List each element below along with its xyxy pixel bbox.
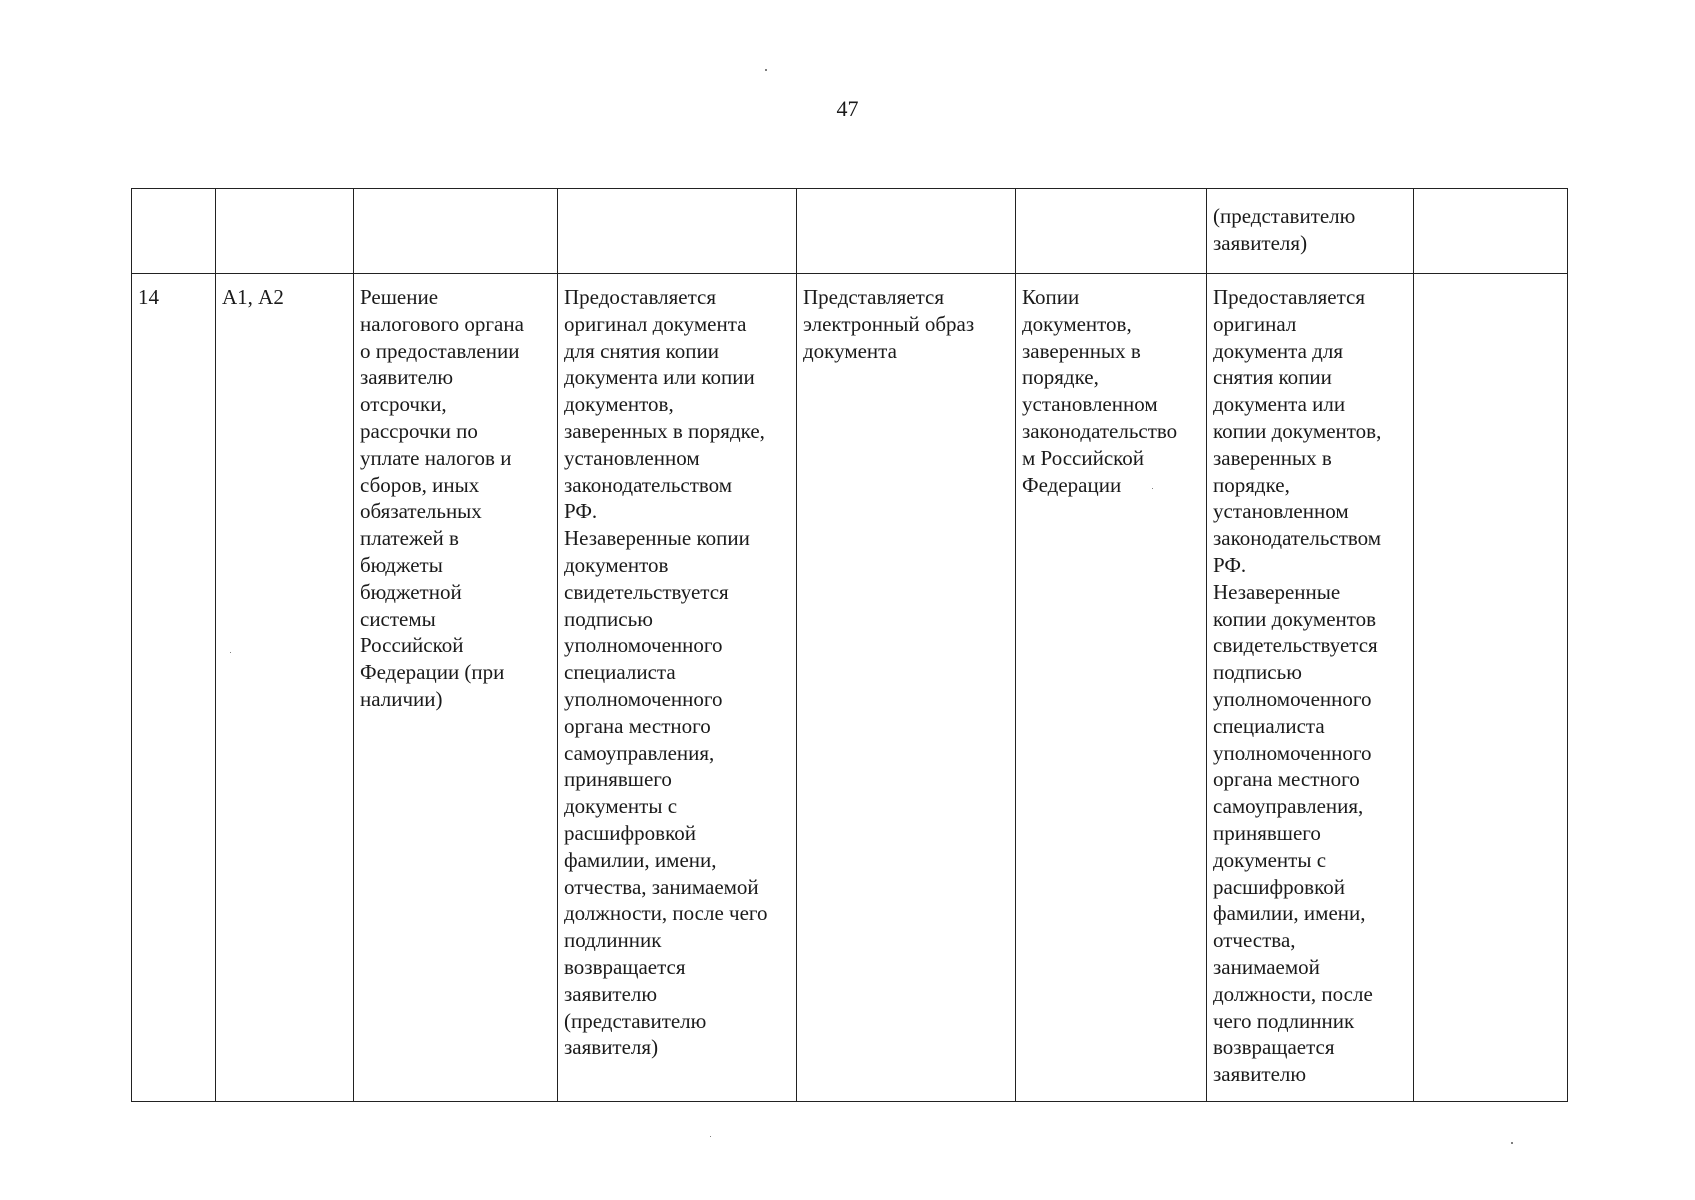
table-cell — [132, 189, 216, 274]
page-number: 47 — [836, 96, 859, 121]
table-cell — [1414, 274, 1568, 1102]
row-number-cell: 14 — [132, 274, 216, 1102]
table-cell — [558, 189, 797, 274]
electronic-submission-cell: Представляется электронный образ документа — [797, 274, 1016, 1102]
paper-submission-cell: Предоставляется оригинал документа для снятия копии документа или копии документов, заверенных в порядке, установленном законодательством РФ. Незаверенные копии документов свидетельствуется подписью уполномоченного специалиста уполномоченного органа местного самоуправления, принявшего документы с расшифровкой фамилии, имени, отчества, занимаемой должности, после чего подлинник возвращается заявителю (представителю заявителя) — [558, 274, 797, 1102]
scan-speck — [1511, 1142, 1513, 1144]
table-cell — [797, 189, 1016, 274]
table-cell — [354, 189, 558, 274]
table-cell — [216, 189, 354, 274]
codes-cell: А1, А2 — [216, 274, 354, 1102]
copies-cell: Копии документов, заверенных в порядке, установленном законодательство м Российской Федерации — [1016, 274, 1207, 1102]
document-table — [131, 188, 1568, 1102]
table-row-continuation — [132, 189, 1568, 274]
table-cell: (представителю заявителя) — [1207, 189, 1414, 274]
document-name-cell: Решение налогового органа о предоставлении заявителю отсрочки, рассрочки по уплате налогов и сборов, иных обязательных платежей в бюджеты бюджетной системы Российской Федерации (при наличии) — [354, 274, 558, 1102]
scan-speck — [1152, 488, 1153, 489]
scan-speck — [230, 652, 231, 653]
scan-speck — [710, 1136, 711, 1137]
table-row — [132, 274, 1568, 1102]
table-cell — [1414, 189, 1568, 274]
table-cell — [1016, 189, 1207, 274]
mfc-submission-cell: Предоставляется оригинал документа для снятия копии документа или копии документов, заверенных в порядке, установленном законодательством РФ. Незаверенные копии документов свидетельствуется подписью уполномоченного специалиста уполномоченного органа местного самоуправления, принявшего документы с расшифровкой фамилии, имени, отчества, занимаемой должности, после чего подлинник возвращается заявителю — [1207, 274, 1414, 1102]
scan-speck — [765, 69, 767, 71]
